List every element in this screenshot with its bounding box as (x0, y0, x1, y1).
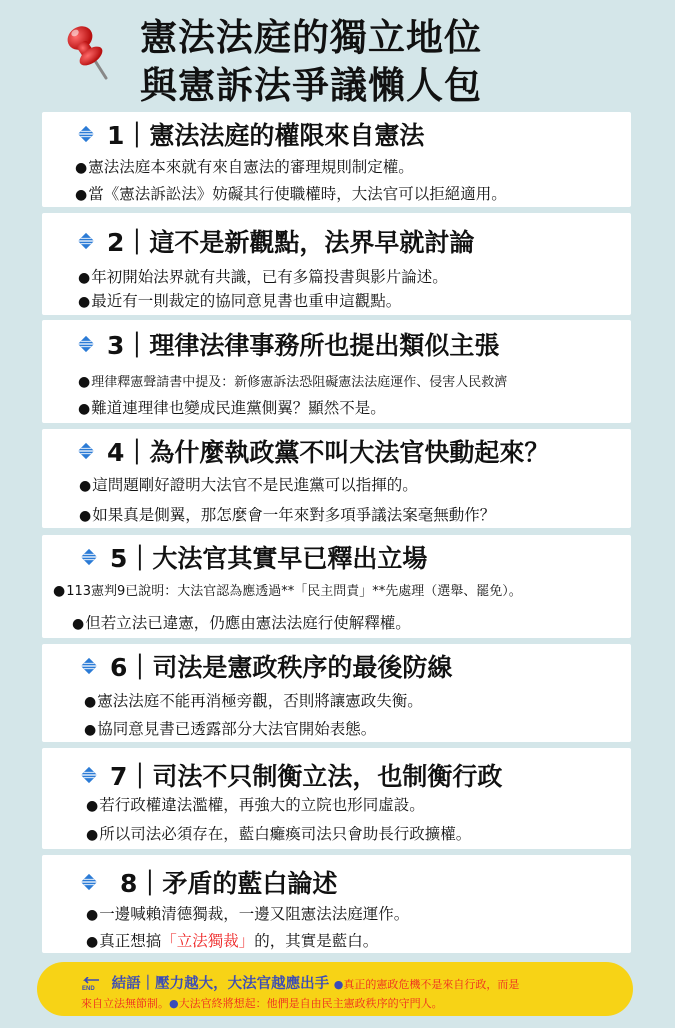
bullet-text: 當《憲法訴訟法》妨礙其行使職權時，大法官可以拒絕適用。 (88, 185, 507, 203)
section-card-3 (42, 320, 631, 423)
section-heading (80, 648, 452, 684)
diamond-icon (80, 657, 98, 675)
bullet-item: ●如果真是側翼，那怎麼會一年來對多項爭議法案毫無動作？ (79, 506, 496, 524)
conclusion-text: 來自立法無節制。 (81, 997, 169, 1010)
bullet-text: 真正想搞 (99, 932, 162, 950)
section-card-5 (42, 535, 631, 638)
bullet-text: 的，其實是藍白。 (254, 932, 379, 950)
bullet-item: ●真正想搞「立法獨裁」的，其實是藍白。 (86, 932, 379, 950)
bullet-item: ●難道連理律也變成民進黨側翼？顯然不是。 (78, 399, 386, 417)
title-line-1: 憲法法庭的獨立地位 (140, 16, 482, 59)
conclusion-text: 大法官終將想起：他們是自由民主憲政秩序的守門人。 (178, 997, 443, 1010)
bullet-item: ●當《憲法訴訟法》妨礙其行使職權時，大法官可以拒絕適用。 (75, 185, 507, 203)
bullet-item: ●113憲判9已說明：大法官認為應透過**「民主問責」**先處理（選舉、罷免）。 (53, 583, 522, 599)
bullet-text: 但若立法已違憲，仍應由憲法法庭行使解釋權。 (85, 614, 411, 632)
bullet-text: 如果真是側翼，那怎麼會一年來對多項爭議法案毫無動作？ (92, 506, 496, 524)
bullet-item: ●若行政權違法濫權，再強大的立院也形同虛設。 (86, 796, 425, 814)
conclusion-banner (37, 962, 633, 1016)
title-line-2: 與憲訴法爭議懶人包 (140, 64, 482, 107)
bullet-item: ●憲法法庭本來就有來自憲法的審理規則制定權。 (75, 158, 414, 176)
section-heading (80, 757, 502, 793)
svg-text:END: END (82, 986, 95, 991)
bullet-item: ●所以司法必須存在，藍白癱瘓司法只會助長行政擴權。 (86, 825, 472, 843)
section-heading (77, 326, 499, 362)
section-heading (77, 223, 474, 259)
section-heading-text: 7｜司法不只制衡立法，也制衡行政 (110, 762, 503, 791)
bullet-item: ●協同意見書已透露部分大法官開始表態。 (84, 720, 377, 738)
highlight-text: 「立法獨裁」 (161, 932, 255, 950)
diamond-icon (80, 548, 98, 566)
bullet-text: 所以司法必須存在，藍白癱瘓司法只會助長行政擴權。 (99, 825, 472, 843)
section-heading (80, 539, 427, 575)
bullet-text: 難道連理律也變成民進黨側翼？顯然不是。 (91, 399, 386, 417)
bullet-item: ●但若立法已違憲，仍應由憲法法庭行使解釋權。 (72, 614, 411, 632)
bullet-text: 年初開始法界就有共識，已有多篇投書與影片論述。 (91, 268, 448, 286)
bullet-text: 憲法法庭本來就有來自憲法的審理規則制定權。 (88, 158, 414, 176)
section-card-2 (42, 213, 631, 315)
bullet-text: 若行政權違法濫權，再強大的立院也形同虛設。 (99, 796, 425, 814)
bullet-item: ●一邊喊賴清德獨裁，一邊又阻憲法法庭運作。 (86, 905, 410, 923)
diamond-icon (80, 873, 98, 891)
bullet-dot: ● (333, 978, 344, 991)
conclusion-line-1 (81, 972, 519, 993)
end-arrow-icon (81, 977, 101, 991)
bullet-text: 協同意見書已透露部分大法官開始表態。 (97, 720, 377, 738)
bullet-text: 一邊喊賴清德獨裁，一邊又阻憲法法庭運作。 (99, 905, 410, 923)
conclusion-line-2 (81, 995, 443, 1011)
bullet-item: ●憲法法庭不能再消極旁觀，否則將讓憲政失衡。 (84, 692, 423, 710)
section-card-1 (42, 112, 631, 207)
section-card-4 (42, 429, 631, 528)
section-heading (77, 116, 424, 152)
section-heading-text: 4｜為什麼執政黨不叫大法官快動起來？ (107, 438, 550, 467)
section-heading (80, 864, 337, 900)
bullet-dot: ● (169, 997, 179, 1010)
bullet-text: 最近有一則裁定的協同意見書也重申這觀點。 (91, 292, 402, 310)
bullet-item: ●理律釋憲聲請書中提及：新修憲訴法恐阻礙憲法法庭運作、侵害人民救濟 (78, 374, 508, 390)
section-heading-text: 3｜理律法律事務所也提出類似主張 (107, 331, 500, 360)
bullet-text: 這問題剛好證明大法官不是民進黨可以指揮的。 (92, 476, 418, 494)
section-card-6 (42, 644, 631, 742)
diamond-icon (77, 335, 95, 353)
section-heading-text: 6｜司法是憲政秩序的最後防線 (110, 653, 453, 682)
conclusion-title: 結語｜壓力越大，大法官越應出手 (111, 976, 330, 992)
page-title (140, 14, 560, 110)
section-heading-text: 5｜大法官其實早已釋出立場 (110, 544, 428, 573)
bullet-text: 理律釋憲聲請書中提及：新修憲訴法恐阻礙憲法法庭運作、侵害人民救濟 (91, 375, 508, 390)
diamond-icon (77, 125, 95, 143)
conclusion-text: 真正的憲政危機不是來自行政，而是 (343, 978, 520, 991)
bullet-text: 憲法法庭不能再消極旁觀，否則將讓憲政失衡。 (97, 692, 423, 710)
section-heading-text: 8｜矛盾的藍白論述 (120, 869, 338, 898)
diamond-icon (80, 766, 98, 784)
bullet-text: 113憲判9已說明：大法官認為應透過**「民主問責」**先處理（選舉、罷免）。 (66, 584, 522, 599)
section-heading (77, 433, 549, 469)
diamond-icon (77, 442, 95, 460)
section-card-7 (42, 748, 631, 849)
bullet-item: ●這問題剛好證明大法官不是民進黨可以指揮的。 (79, 476, 418, 494)
bullet-item: ●年初開始法界就有共識，已有多篇投書與影片論述。 (78, 268, 448, 286)
section-card-8 (42, 855, 631, 953)
pushpin-icon (62, 22, 112, 82)
section-heading-text: 2｜這不是新觀點，法界早就討論 (107, 228, 475, 257)
diamond-icon (77, 232, 95, 250)
section-heading-text: 1｜憲法法庭的權限來自憲法 (107, 121, 425, 150)
bullet-item: ●最近有一則裁定的協同意見書也重申這觀點。 (78, 292, 402, 310)
